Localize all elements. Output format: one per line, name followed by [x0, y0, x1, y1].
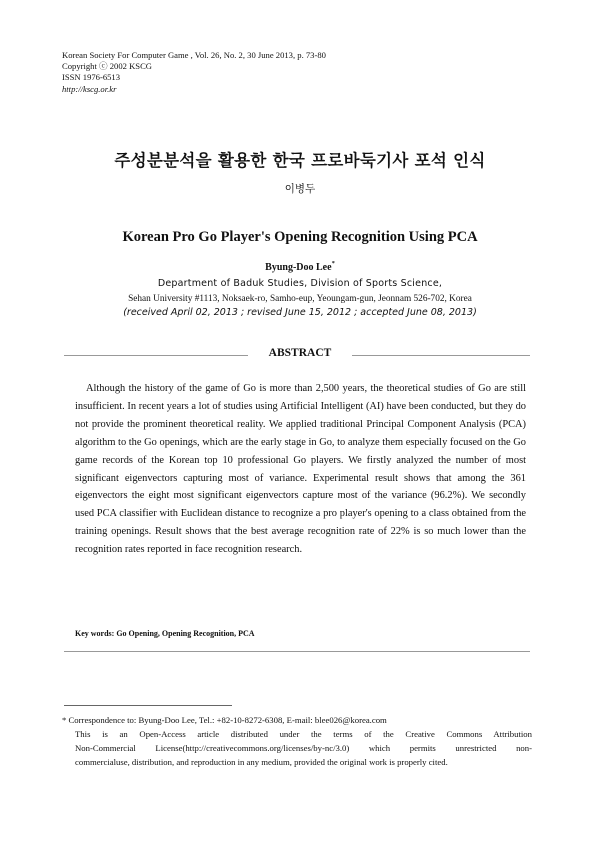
footnote-rule [64, 705, 232, 706]
submission-dates: (received April 02, 2013 ; revised June 15, 2012 ; accepted June 08, 2013) [123, 307, 477, 318]
issn-line: ISSN 1976-6513 [62, 72, 121, 83]
author-footnote-mark: * [331, 260, 335, 267]
abstract-rule-right [352, 355, 530, 356]
correspondence-note: * Correspondence to: Byung-Doo Lee, Tel.: +82-10-8272-6308, E-mail: blee026@korea.com [62, 715, 387, 725]
author-english [0, 260, 600, 273]
license-line-2: Non-Commercial License(http://creativecommons.org/licenses/by-nc/3.0) which permits unrestricted non- [75, 742, 532, 753]
abstract-body: Although the history of the game of Go is more than 2,500 years, the theoretical studies of Go are still insufficient. In recent years a lot of studies using Artificial Intelligent (AI) have been conducted, but they do not provide the prominent theoretical reality. We applied traditional Principal Component Analysis (PCA) algorithm to the Go openings, which are the early stage in Go, to analyze them especially focused on the Go game records of the Korean top 10 professional Go players. We firstly analyzed the number of most significant eigenvectors capturing most of variance. Experimental result shows that among the 361 eigenvectors the eight most significant eigenvectors capture most of the variance (96.2%). We secondly used PCA classifier with Euclidean distance to recognize a pro player's opening to a class obtained from the training openings. Result shows that the best average recognition rate of 22% is so much lower than the recognition rates reported in face recognition research. [75, 383, 526, 556]
author-korean: 이병두 [284, 183, 316, 195]
journal-header [62, 50, 326, 95]
affiliation-department: Department of Baduk Studies, Division of Sports Science, [157, 278, 443, 289]
journal-url[interactable]: http://kscg.or.kr [62, 83, 117, 94]
author-name: Byung-Doo Lee [265, 262, 332, 273]
copyright-line: Copyright ⓒ 2002 KSCG [62, 61, 153, 72]
affiliation [0, 277, 600, 321]
affiliation-address: Sehan University #1113, Noksaek-ro, Samho-eup, Yeoungam-gun, Jeonnam 526-702, Korea [128, 293, 472, 304]
title-korean: 주성분분석을 활용한 한국 프로바둑기사 포석 인식 [114, 151, 486, 170]
abstract-heading: ABSTRACT [268, 347, 332, 359]
keywords: Key words: Go Opening, Opening Recognition, PCA [75, 629, 255, 638]
license-line-3: commercialuse, distribution, and reproduction in any medium, provided the original work is properly cited. [75, 756, 448, 767]
footnote [62, 714, 532, 770]
keywords-rule [64, 651, 530, 652]
journal-citation: Korean Society For Computer Game , Vol. 26, No. 2, 30 June 2013, p. 73-80 [62, 50, 326, 60]
license-line-1: This is an Open-Access article distributed under the terms of the Creative Commons Attribution [75, 728, 532, 739]
title-english: Korean Pro Go Player's Opening Recognition Using PCA [122, 229, 478, 245]
